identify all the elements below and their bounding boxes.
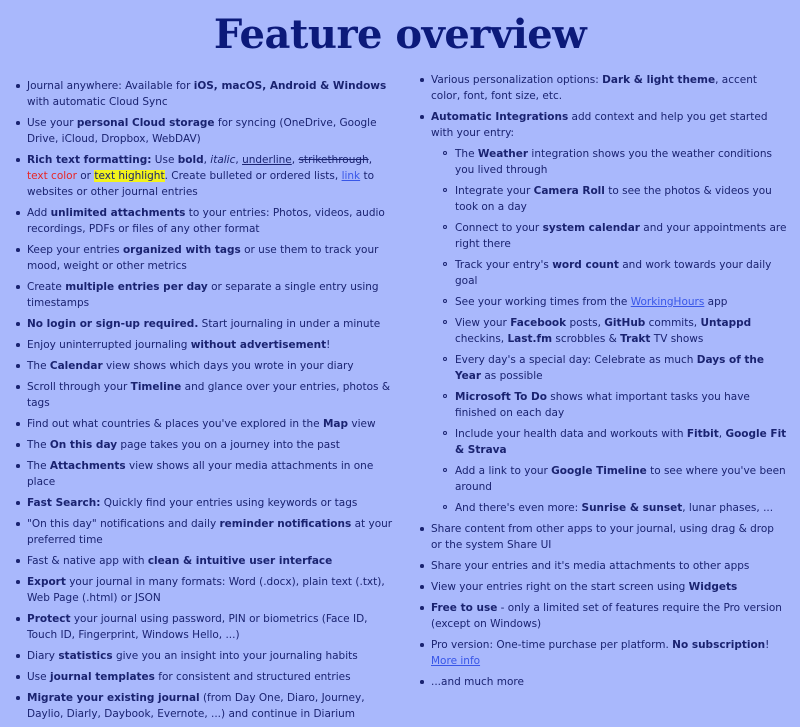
text-run: , lunar phases, ... bbox=[682, 502, 774, 514]
text-run: - only a limited set of features require the Pro version (except on Windows) bbox=[431, 602, 782, 630]
bold-text: Dark & light theme bbox=[602, 74, 716, 86]
text-run: , bbox=[291, 154, 299, 166]
highlighted-text: text highlight bbox=[94, 170, 165, 182]
text-run: Various personalization options: bbox=[431, 74, 603, 86]
bold-text: Map bbox=[322, 418, 349, 430]
bold-text: Sunrise & sunset bbox=[581, 502, 683, 514]
bold-text: Facebook bbox=[510, 317, 567, 329]
bold-text: reminder notifications bbox=[219, 518, 352, 530]
text-run: give you an insight into your journaling habits bbox=[112, 650, 358, 662]
bold-text: Google Timeline bbox=[551, 465, 647, 477]
bold-text: No subscription bbox=[672, 639, 766, 651]
text-run: your journal in many formats: Word (.docx), plain text (.txt), Web Page (.html) or JSON bbox=[27, 576, 385, 604]
bold-text: Protect bbox=[27, 613, 71, 625]
feature-item bbox=[14, 205, 394, 237]
strikethrough-text: strikethrough bbox=[298, 154, 369, 166]
text-run: , accent color, font, font size, etc. bbox=[431, 74, 758, 102]
feature-item bbox=[418, 637, 788, 669]
text-run: Enjoy uninterrupted journaling bbox=[27, 339, 191, 351]
link[interactable]: WorkingHours bbox=[630, 296, 705, 308]
feature-item bbox=[14, 553, 394, 569]
bold-text: Free to use bbox=[431, 602, 498, 614]
bold-text: No login or sign-up required. bbox=[27, 318, 199, 330]
feature-item bbox=[418, 521, 788, 553]
bold-text: On this day bbox=[49, 439, 118, 451]
integration-item bbox=[431, 389, 788, 421]
text-run: View your entries right on the start screen using bbox=[431, 581, 689, 593]
text-run: Fast & native app with bbox=[27, 555, 148, 567]
text-run: Find out what countries & places you've explored in the bbox=[27, 418, 323, 430]
integration-sublist bbox=[431, 146, 788, 516]
text-run: Include your health data and workouts with bbox=[455, 428, 687, 440]
text-run: checkins, bbox=[455, 333, 508, 345]
feature-item bbox=[14, 495, 394, 511]
text-run: See your working times from the bbox=[455, 296, 631, 308]
bold-text: Rich text formatting: bbox=[27, 154, 152, 166]
text-run: , bbox=[368, 154, 373, 166]
feature-item bbox=[14, 574, 394, 606]
bold-text: bold bbox=[177, 154, 204, 166]
text-run: (from Day One, Diaro, Journey, Daylio, Diarly, Daybook, Evernote, ...) and continue in Diarium bbox=[27, 692, 365, 720]
text-run: Share content from other apps to your journal, using drag & drop or the system Share UI bbox=[431, 523, 774, 551]
text-run: app bbox=[704, 296, 728, 308]
text-run: for consistent and structured entries bbox=[154, 671, 351, 683]
text-run: at your preferred time bbox=[27, 518, 393, 546]
text-run: Integrate your bbox=[455, 185, 534, 197]
text-run: Create bbox=[27, 281, 66, 293]
text-run: view bbox=[348, 418, 376, 430]
text-run: Keep your entries bbox=[27, 244, 123, 256]
feature-item bbox=[14, 516, 394, 548]
text-run: Use bbox=[27, 671, 50, 683]
text-run: Add bbox=[27, 207, 51, 219]
feature-item bbox=[14, 379, 394, 411]
feature-item bbox=[14, 611, 394, 643]
bold-text: GitHub bbox=[604, 317, 646, 329]
text-run: "On this day" notifications and daily bbox=[27, 518, 220, 530]
bold-text: Migrate your existing journal bbox=[27, 692, 200, 704]
text-run: Connect to your bbox=[455, 222, 543, 234]
text-run: , bbox=[235, 154, 243, 166]
text-run: integration shows you the weather conditions you lived through bbox=[455, 148, 772, 176]
feature-item bbox=[14, 669, 394, 685]
feature-item bbox=[14, 279, 394, 311]
bold-text: journal templates bbox=[49, 671, 155, 683]
integration-item bbox=[431, 257, 788, 289]
text-run: Share your entries and it's media attachments to other apps bbox=[431, 560, 750, 572]
text-run: Pro version: One-time purchase per platform. bbox=[431, 639, 673, 651]
text-run: ! bbox=[765, 639, 770, 651]
feature-item bbox=[418, 109, 788, 516]
bold-text: Automatic Integrations bbox=[431, 111, 569, 123]
integration-item bbox=[431, 220, 788, 252]
text-run: . Create bulleted or ordered lists, bbox=[164, 170, 342, 182]
text-run: , bbox=[203, 154, 211, 166]
feature-item bbox=[14, 316, 394, 332]
integration-item bbox=[431, 426, 788, 458]
feature-item bbox=[14, 458, 394, 490]
text-run: Use bbox=[151, 154, 178, 166]
integration-item bbox=[431, 500, 788, 516]
bold-text: statistics bbox=[58, 650, 113, 662]
bold-text: Fitbit bbox=[686, 428, 719, 440]
text-run: , bbox=[718, 428, 726, 440]
text-run: Diary bbox=[27, 650, 59, 662]
link[interactable]: link bbox=[341, 170, 361, 182]
feature-item bbox=[14, 690, 394, 722]
text-run: page takes you on a journey into the past bbox=[117, 439, 340, 451]
text-run: to websites or other journal entries bbox=[27, 170, 375, 198]
bold-text: Weather bbox=[477, 148, 529, 160]
text-run: And there's even more: bbox=[455, 502, 582, 514]
feature-item bbox=[14, 242, 394, 274]
italic-text: italic bbox=[210, 154, 236, 166]
text-run: add context and help you get started with your entry: bbox=[431, 111, 768, 139]
text-run: or bbox=[76, 170, 95, 182]
text-run: View your bbox=[455, 317, 511, 329]
feature-item bbox=[418, 600, 788, 632]
text-run: and work towards your daily goal bbox=[455, 259, 772, 287]
bold-text: Timeline bbox=[130, 381, 182, 393]
text-run: view shows all your media attachments in one place bbox=[27, 460, 374, 488]
feature-item bbox=[14, 115, 394, 147]
bold-text: personal Cloud storage bbox=[76, 117, 215, 129]
text-run: The bbox=[27, 460, 50, 472]
bold-text: system calendar bbox=[542, 222, 640, 234]
bold-text: unlimited attachments bbox=[50, 207, 186, 219]
text-run: to see where you've been around bbox=[455, 465, 786, 493]
bold-text: Calendar bbox=[49, 360, 103, 372]
bold-text: clean & intuitive user interface bbox=[147, 555, 333, 567]
bold-text: Untappd bbox=[700, 317, 752, 329]
feature-item bbox=[14, 416, 394, 432]
bold-text: Trakt bbox=[620, 333, 651, 345]
text-run: Scroll through your bbox=[27, 381, 131, 393]
text-run: to see the photos & videos you took on a day bbox=[455, 185, 772, 213]
integration-item bbox=[431, 352, 788, 384]
colored-text: text color bbox=[27, 170, 77, 182]
text-run: The bbox=[27, 360, 50, 372]
integration-item bbox=[431, 146, 788, 178]
text-run: or use them to track your mood, weight or other metrics bbox=[27, 244, 379, 272]
text-run: your journal using password, PIN or biometrics (Face ID, Touch ID, Fingerprint, Windows Hello, ...) bbox=[27, 613, 368, 641]
page-title: Feature overview bbox=[213, 11, 587, 58]
text-run: Start journaling in under a minute bbox=[198, 318, 381, 330]
text-run: Quickly find your entries using keywords or tags bbox=[100, 497, 358, 509]
bold-text: multiple entries per day bbox=[65, 281, 208, 293]
text-run: Use your bbox=[27, 117, 77, 129]
underline-text: underline bbox=[242, 154, 292, 166]
bold-text: Attachments bbox=[49, 460, 126, 472]
integration-item bbox=[431, 294, 788, 310]
text-run: scrobbles & bbox=[552, 333, 621, 345]
feature-item bbox=[418, 674, 788, 690]
text-run: ...and much more bbox=[431, 676, 524, 688]
bold-text: organized with tags bbox=[122, 244, 241, 256]
feature-item bbox=[14, 337, 394, 353]
text-run: TV shows bbox=[650, 333, 704, 345]
feature-list-left bbox=[14, 78, 394, 727]
text-run: or separate a single entry using timestamps bbox=[27, 281, 379, 309]
text-run: Every day's a special day: Celebrate as much bbox=[455, 354, 697, 366]
text-run: Add a link to your bbox=[455, 465, 552, 477]
text-run: posts, bbox=[566, 317, 605, 329]
text-run: and glance over your entries, photos & tags bbox=[27, 381, 391, 409]
feature-item bbox=[418, 558, 788, 574]
bold-text: Microsoft To Do bbox=[455, 391, 547, 403]
text-run: shows what important tasks you have finished on each day bbox=[455, 391, 750, 419]
integration-item bbox=[431, 463, 788, 495]
bold-text: Days of the Year bbox=[455, 354, 765, 382]
feature-item bbox=[14, 152, 394, 200]
feature-item bbox=[14, 78, 394, 110]
feature-item bbox=[14, 437, 394, 453]
bold-text: Camera Roll bbox=[533, 185, 605, 197]
link[interactable]: More info bbox=[431, 655, 481, 667]
text-run: and your appointments are right there bbox=[455, 222, 787, 250]
text-run: The bbox=[455, 148, 478, 160]
bold-text: Widgets bbox=[688, 581, 738, 593]
bold-text: Google Fit & Strava bbox=[455, 428, 787, 456]
text-run: commits, bbox=[645, 317, 701, 329]
bold-text: without advertisement bbox=[190, 339, 327, 351]
text-run: to your entries: Photos, videos, audio recordings, PDFs or files of any other format bbox=[27, 207, 385, 235]
text-run: Journal anywhere: Available for bbox=[27, 80, 194, 92]
bold-text: iOS, macOS, Android & Windows bbox=[193, 80, 387, 92]
text-run: view shows which days you wrote in your diary bbox=[102, 360, 354, 372]
feature-item bbox=[14, 648, 394, 664]
bold-text: Export bbox=[27, 576, 66, 588]
feature-item bbox=[418, 579, 788, 595]
feature-list-right bbox=[418, 72, 788, 695]
text-run: The bbox=[27, 439, 50, 451]
integration-item bbox=[431, 183, 788, 215]
text-run: ! bbox=[326, 339, 331, 351]
text-run: for syncing (OneDrive, Google Drive, iCloud, Dropbox, WebDAV) bbox=[27, 117, 377, 145]
bold-text: word count bbox=[552, 259, 619, 271]
text-run: with automatic Cloud Sync bbox=[27, 96, 168, 108]
text-run: Track your entry's bbox=[455, 259, 553, 271]
feature-item bbox=[418, 72, 788, 104]
feature-item bbox=[14, 358, 394, 374]
integration-item bbox=[431, 315, 788, 347]
bold-text: Last.fm bbox=[507, 333, 553, 345]
text-run: as possible bbox=[481, 370, 543, 382]
bold-text: Fast Search: bbox=[27, 497, 101, 509]
